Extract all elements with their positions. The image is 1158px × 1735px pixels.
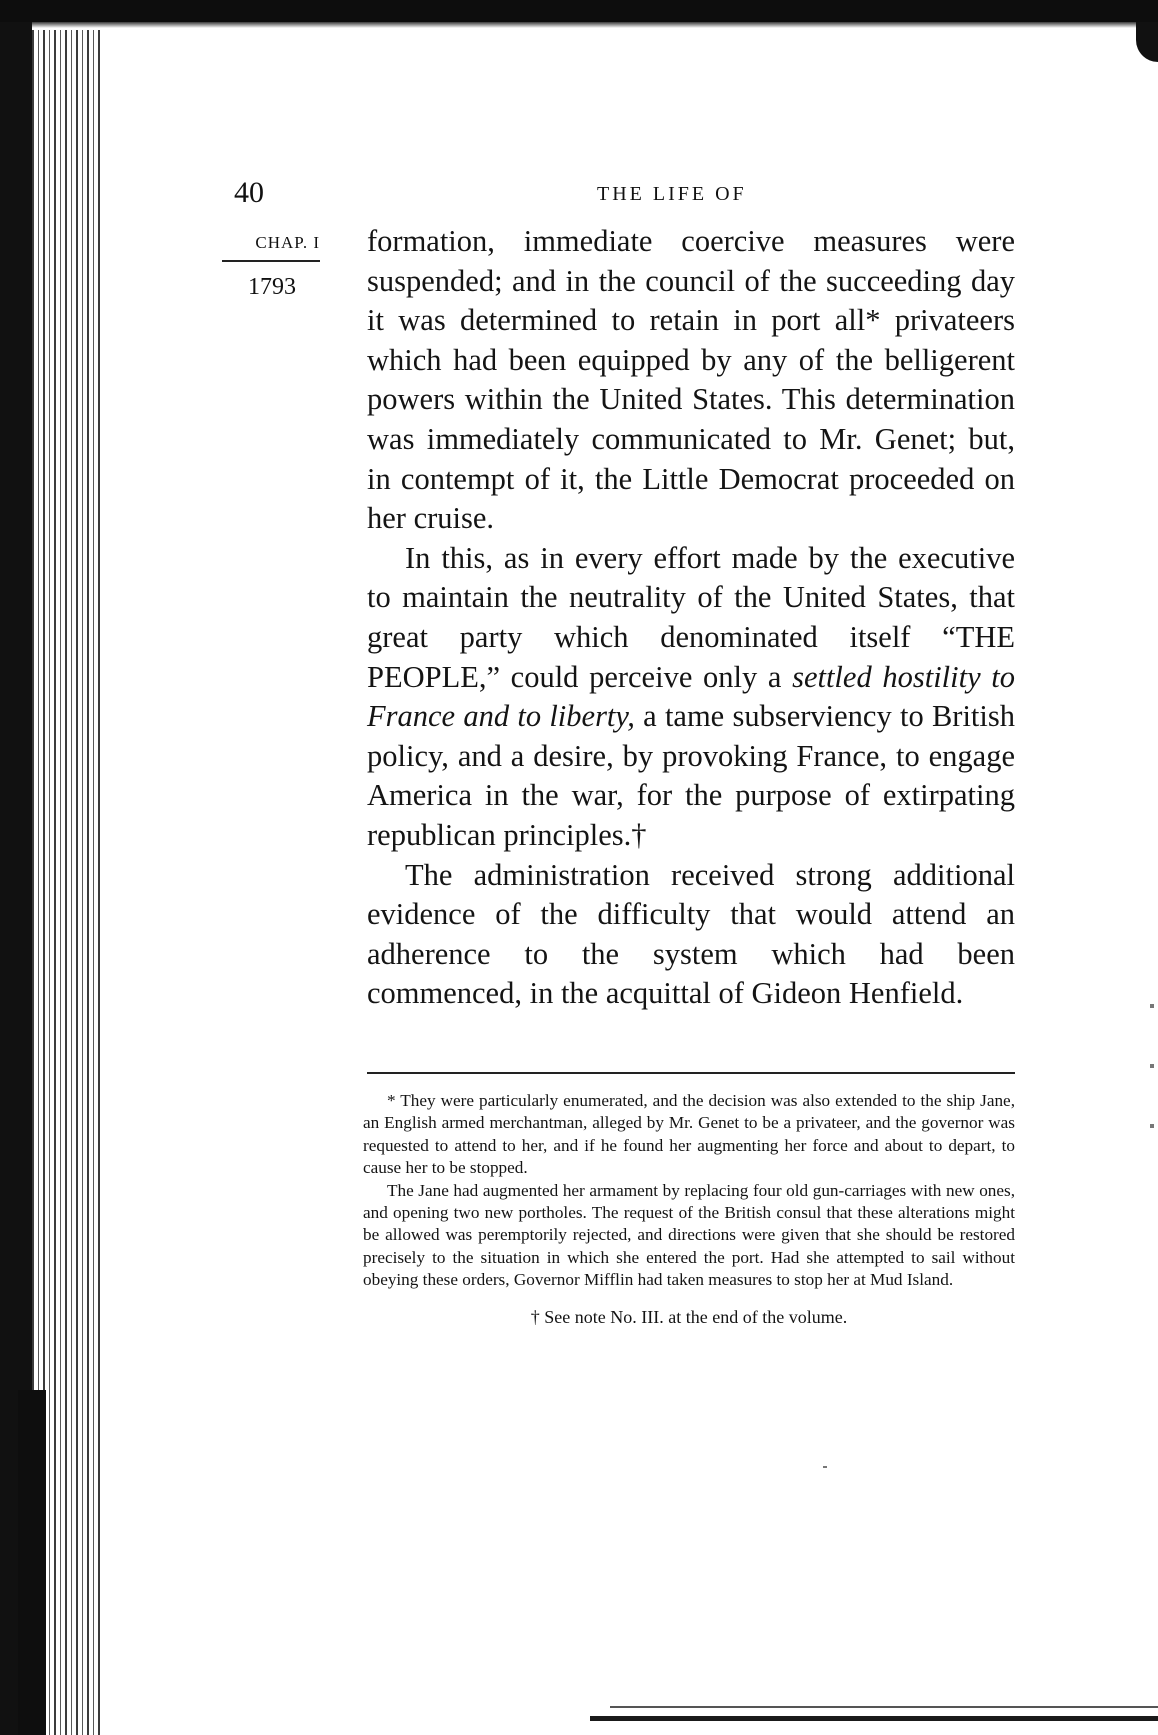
margin-note [222,232,362,302]
scan-top-border [0,0,1158,22]
main-text [367,222,1015,1014]
paragraph-3: The administration received strong additional evidence of the difficulty that would attend an adherence to the system which had been commenced, in the acquittal of Gideon Henfield. [367,857,1015,1011]
paragraph-1: formation, immediate coercive measures were suspended; and in the council of the succeeding day it was determined to retain in port all* privateers which had been equipped by any of the belligerent powers within the United States. This determination was immediately communicated to Mr. Genet; but, in contempt of it, the Little Democrat proceeded on her cruise. [367,224,1015,536]
footnote-1-paragraph-1: * They were particularly enumerated, and the decision was also extended to the ship Jane, an English armed merchantman, alleged by Mr. Genet to be a privateer, and the governor was requested to attend to her, and if he found her augmenting her force and about to depart, to cause her to be stopped. [363,1091,1015,1178]
chapter-label: CHAP. I [222,232,320,262]
paragraph-2-italic: settled hostility to France and to liberty, [367,659,1015,734]
scan-bottom-edge-thin [610,1706,1158,1708]
scan-corner-curl [1136,22,1158,62]
page-number: 40 [234,176,264,209]
scan-right-edge-marks [1150,990,1154,1130]
paragraph-2-part-1: In this, as in every effort made by the executive to maintain the neutrality of the United States, that great party which denominated itself “THE PEOPLE,” could perceive only a [367,540,1015,694]
footnote-2: † See note No. III. at the end of the volume. [530,1306,848,1327]
paragraph-2 [367,539,1015,856]
footnote-rule [367,1072,1015,1074]
scan-binding-shadow [18,1390,46,1735]
footnote-1-paragraph-2: The Jane had augmented her armament by replacing four old gun-carriages with new ones, and opening two new portholes. The request of the British consul that these alterations might be allowed was peremptorily rejected, and directions were given that she should be restored precisely to the situation in which she entered the port. Had she attempted to sail without obeying these orders, Governor Mifflin had taken measures to stop her at Mud Island. [363,1180,1015,1290]
paragraph-2-part-2: a tame subserviency to British policy, and a desire, by provoking France, to engage America in the war, for the purpose of extirpating republican principles.† [367,699,1015,852]
scan-speck [823,1466,827,1468]
scan-top-shadow [0,22,1158,28]
scan-bottom-edge [590,1716,1158,1721]
footnotes [363,1090,1015,1328]
year-label: 1793 [248,274,296,300]
running-head: THE LIFE OF [597,183,747,205]
